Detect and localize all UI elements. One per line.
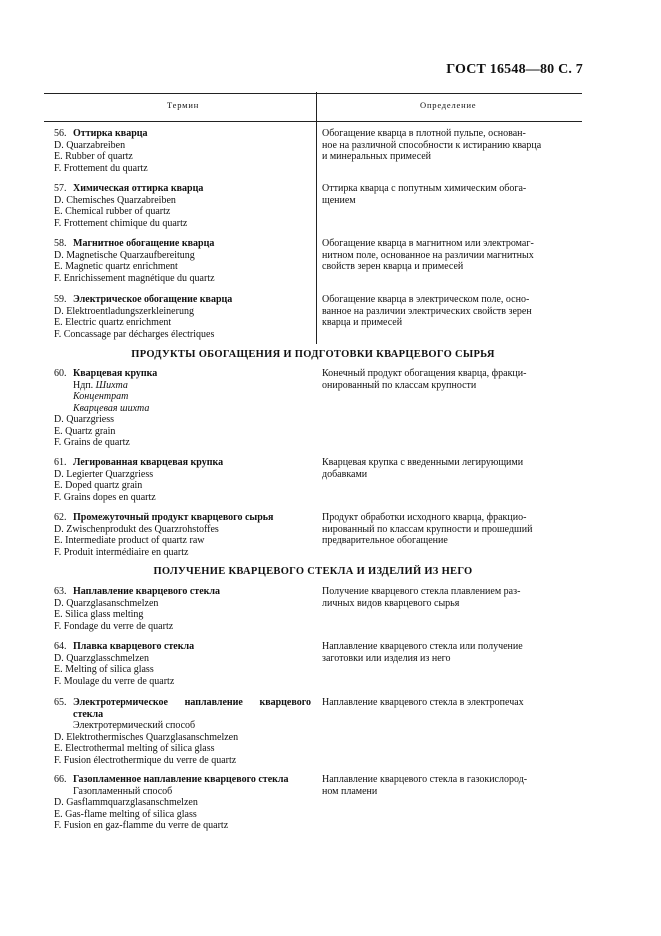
column-header-definition: Определение <box>420 100 477 110</box>
definition: Продукт обработки исходного кварца, фракцио- нированный по классам крупности и прошедший предварительное обогащение <box>322 512 533 546</box>
definition: Обогащение кварца в электрическом поле, осно- ванное на различии электрических свойств зерен кварца и примесей <box>322 294 532 328</box>
definition: Наплавление кварцевого стекла или получение заготовки или изделия из него <box>322 641 523 664</box>
document-reference: ГОСТ 16548—80 С. 7 <box>446 62 583 77</box>
table-header-rule <box>44 121 582 122</box>
column-divider <box>316 92 317 344</box>
definition: Обогащение кварца в магнитном или электромаг- нитном поле, основанное на различии магнитных свойств зерен кварца и примесей <box>322 238 534 272</box>
section-heading-products: ПРОДУКТЫ ОБОГАЩЕНИЯ И ПОДГОТОВКИ КВАРЦЕВОГО СЫРЬЯ <box>131 349 495 360</box>
section-heading-glass: ПОЛУЧЕНИЕ КВАРЦЕВОГО СТЕКЛА И ИЗДЕЛИЙ ИЗ НЕГО <box>153 566 473 577</box>
definition: Кварцевая крупка с введенными легирующими добавками <box>322 457 524 480</box>
definition: Обогащение кварца в плотной пульпе, основан- ное на различной способности к истиранию кварца и минеральных примесей <box>322 128 542 162</box>
definition: Получение кварцевого стекла плавлением раз- личных видов кварцевого сырья <box>322 586 521 609</box>
definition: Конечный продукт обогащения кварца, фракци- онированный по классам крупности <box>322 368 527 391</box>
definition: Оттирка кварца с попутным химическим обога- щением <box>322 183 527 206</box>
definition: Наплавление кварцевого стекла в газокислород- ном пламени <box>322 774 528 797</box>
column-header-terms: Термин <box>167 100 200 110</box>
table-top-rule <box>44 93 582 94</box>
definition: Наплавление кварцевого стекла в электропечах <box>322 697 524 708</box>
